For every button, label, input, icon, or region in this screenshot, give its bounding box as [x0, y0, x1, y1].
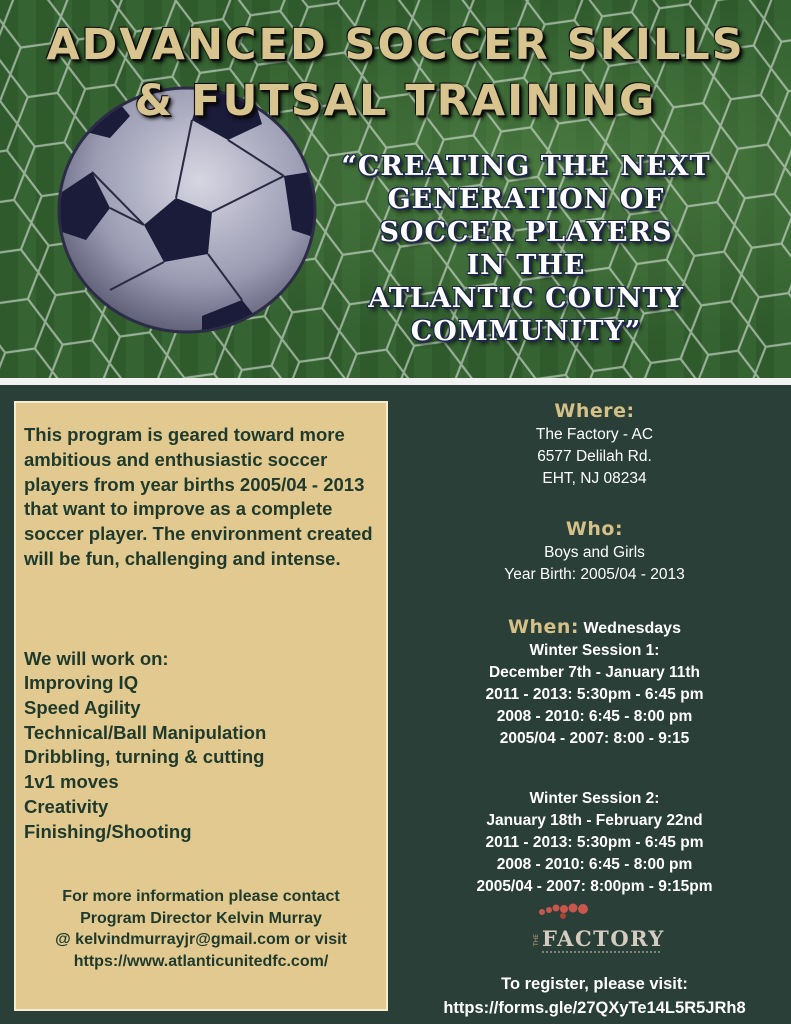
contact-email-line[interactable]: @ kelvindmurrayjr@gmail.com or visit: [55, 931, 347, 948]
who-birth-years: Year Birth: 2005/04 - 2013: [504, 566, 685, 583]
logo-prefix: THE: [533, 934, 540, 946]
who-heading: Who:: [565, 518, 624, 540]
skills-list: [24, 671, 266, 845]
the-factory-logo: [528, 900, 668, 962]
tagline-line: SOCCER PLAYERS: [379, 217, 673, 248]
tagline-line: IN THE: [466, 250, 586, 281]
session-1-time: 2008 - 2010: 6:45 - 8:00 pm: [496, 708, 693, 725]
hero-banner: [0, 0, 791, 378]
skills-list-item: Creativity: [24, 795, 109, 817]
who-section: [398, 518, 791, 586]
session-1-time: 2005/04 - 2007: 8:00 - 9:15: [499, 730, 690, 747]
where-section: [398, 400, 791, 490]
when-heading: When:: [508, 616, 579, 638]
session-2-time: 2008 - 2010: 6:45 - 8:00 pm: [496, 856, 693, 873]
session-2-title: Winter Session 2:: [529, 790, 660, 807]
program-description-box: [14, 401, 388, 1011]
session-2-section: [398, 788, 791, 898]
main-title-line-2: & FUTSAL TRAINING: [134, 76, 657, 126]
contact-info: [16, 886, 386, 972]
tagline-line: “CREATING THE NEXT: [341, 151, 711, 182]
register-link[interactable]: https://forms.gle/27QXyTe14L5R5JRh8: [443, 999, 746, 1017]
skills-list-item: Improving IQ: [24, 672, 139, 693]
venue-name: The Factory - AC: [535, 426, 654, 443]
who-audience: Boys and Girls: [544, 544, 645, 561]
section-divider: [0, 378, 791, 385]
website-link[interactable]: https://www.atlanticunitedfc.com/: [73, 952, 329, 970]
register-label: To register, please visit:: [501, 975, 688, 993]
work-on-heading: We will work on:: [24, 648, 169, 669]
skills-list-item: 1v1 moves: [24, 771, 119, 793]
skills-list-item: Finishing/Shooting: [24, 820, 192, 842]
skills-list-item: Dribbling, turning & cutting: [24, 746, 265, 768]
session-1-dates: December 7th - January 11th: [488, 664, 701, 681]
session-1-time: 2011 - 2013: 5:30pm - 6:45 pm: [485, 686, 704, 703]
when-section: [398, 616, 791, 750]
venue-street: 6577 Delilah Rd.: [537, 448, 652, 465]
register-section: [398, 972, 791, 1020]
event-details-column: [398, 390, 791, 1024]
session-1-title: Winter Session 1:: [529, 642, 660, 659]
program-intro-text: This program is geared toward more ambitious and enthusiastic soccer players from year births 2005/04 - 2013 that want to improve as a complete soccer player. The environment created will be fun, challenging and intense.: [24, 424, 373, 569]
skills-list-item: Technical/Ball Manipulation: [24, 721, 267, 743]
tagline-line: GENERATION OF: [387, 184, 665, 215]
session-2-time: 2011 - 2013: 5:30pm - 6:45 pm: [485, 834, 704, 851]
contact-line: For more information please contact: [62, 888, 340, 905]
when-day: Wednesdays: [583, 620, 681, 637]
main-title-line-1: ADVANCED SOCCER SKILLS: [46, 20, 745, 70]
session-2-dates: January 18th - February 22nd: [486, 812, 703, 829]
session-2-time: 2005/04 - 2007: 8:00pm - 9:15pm: [476, 878, 713, 895]
logo-wordmark: FACTORY: [542, 926, 665, 951]
tagline-line: ATLANTIC COUNTY: [368, 283, 684, 314]
contact-line: Program Director Kelvin Murray: [80, 909, 322, 927]
where-heading: Where:: [554, 400, 635, 422]
tagline-line: COMMUNITY”: [410, 316, 642, 347]
venue-city: EHT, NJ 08234: [542, 470, 647, 487]
skills-list-item: Speed Agility: [24, 696, 141, 718]
